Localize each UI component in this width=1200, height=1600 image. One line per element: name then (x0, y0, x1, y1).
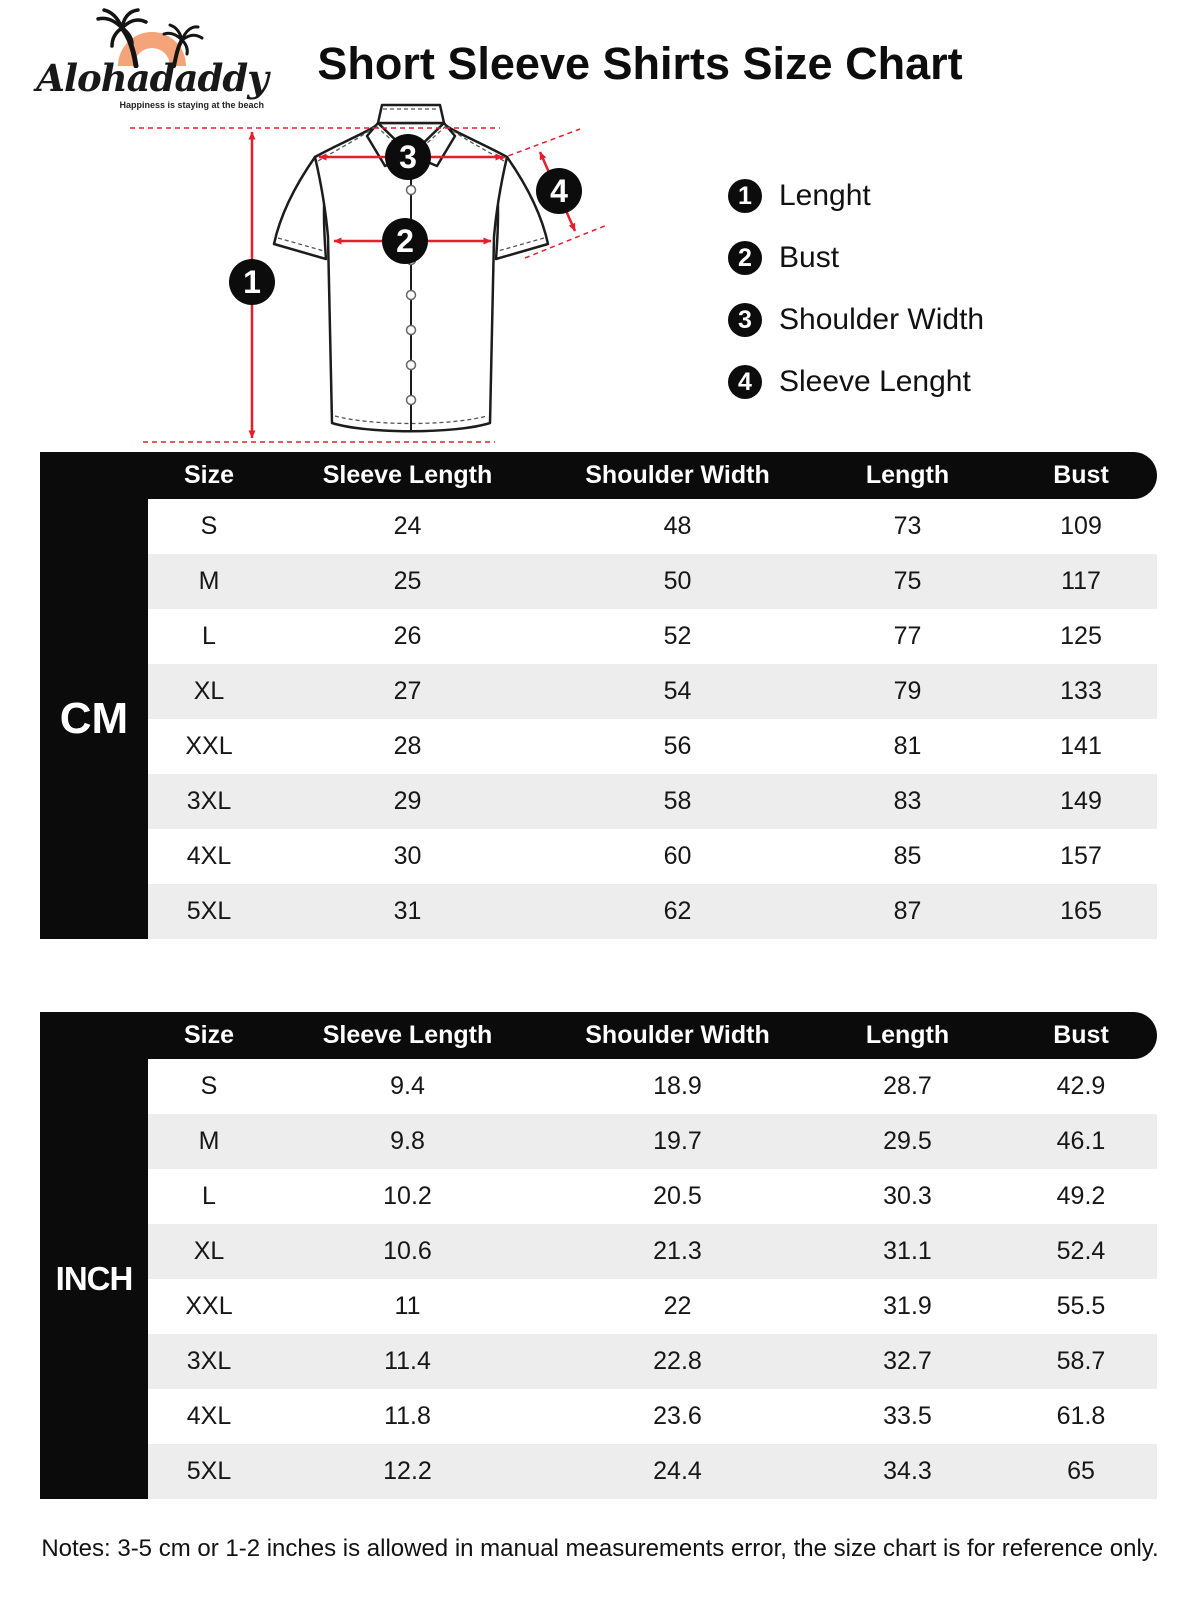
table-row (148, 719, 1157, 774)
value-cell: 52.4 (1056, 1237, 1106, 1265)
value-cell: 9.8 (390, 1127, 425, 1155)
measure-badge-2 (382, 218, 428, 264)
cm-table-rows (148, 499, 1157, 939)
value-cell: 11.4 (384, 1347, 431, 1375)
value-cell: 149 (1060, 787, 1102, 815)
value-cell: 73 (893, 512, 922, 540)
svg-text:1: 1 (243, 264, 261, 300)
value-cell: 33.5 (883, 1402, 932, 1430)
table-row (148, 499, 1157, 554)
table-row (148, 884, 1157, 939)
value-cell: 22 (663, 1292, 692, 1320)
value-cell: 54 (663, 677, 692, 705)
table-row (148, 1444, 1157, 1499)
value-cell: 28.7 (883, 1072, 932, 1100)
value-cell: 77 (893, 622, 922, 650)
value-cell: 23.6 (653, 1402, 702, 1430)
table-row (148, 1224, 1157, 1279)
legend-item-shoulder-width (728, 302, 984, 338)
value-cell: 79 (893, 677, 922, 705)
table-row (148, 1059, 1157, 1114)
value-cell: 60 (663, 842, 692, 870)
size-cell: M (198, 567, 220, 595)
value-cell: 58.7 (1056, 1347, 1106, 1375)
value-cell: 25 (393, 567, 422, 595)
svg-text:2: 2 (396, 223, 414, 259)
value-cell: 81 (893, 732, 922, 760)
value-cell: 11.8 (384, 1402, 431, 1430)
value-cell: 22.8 (653, 1347, 702, 1375)
cm-table-header (40, 452, 1157, 499)
col-header-length: Length (865, 461, 950, 489)
value-cell: 31.9 (883, 1292, 932, 1320)
value-cell: 49.2 (1056, 1182, 1106, 1210)
value-cell: 29.5 (883, 1127, 932, 1155)
legend-badge-4: 4 (728, 365, 762, 399)
brand-name: Alohadaddy (36, 56, 268, 100)
measure-badge-4 (536, 168, 582, 214)
legend-label: Bust (779, 241, 840, 274)
value-cell: 20.5 (653, 1182, 702, 1210)
size-cell: L (202, 622, 216, 650)
value-cell: 10.2 (383, 1182, 432, 1210)
svg-text:4: 4 (550, 173, 568, 209)
table-row (148, 664, 1157, 719)
value-cell: 75 (893, 567, 922, 595)
table-row (148, 829, 1157, 884)
value-cell: 32.7 (883, 1347, 932, 1375)
value-cell: 46.1 (1056, 1127, 1106, 1155)
col-header-sleeve-length: Sleeve Length (322, 461, 493, 489)
col-header-size: Size (183, 1021, 235, 1049)
value-cell: 157 (1060, 842, 1102, 870)
value-cell: 133 (1060, 677, 1102, 705)
value-cell: 28 (393, 732, 422, 760)
size-cell: L (202, 1182, 216, 1210)
inch-table-rows (148, 1059, 1157, 1499)
value-cell: 26 (393, 622, 422, 650)
table-row (148, 609, 1157, 664)
measure-badge-3 (385, 134, 431, 180)
value-cell: 11 (394, 1292, 421, 1320)
cm-size-table (40, 452, 1157, 939)
size-cell: XXL (185, 732, 233, 760)
brand-tagline: Happiness is staying at the beach (119, 100, 264, 110)
value-cell: 62 (663, 897, 692, 925)
size-cell: 4XL (186, 842, 232, 870)
value-cell: 83 (893, 787, 922, 815)
legend-label: Lenght (779, 179, 871, 212)
table-row (148, 554, 1157, 609)
value-cell: 12.2 (383, 1457, 432, 1485)
legend-item-sleeve-length (728, 364, 984, 400)
legend-badge-3: 3 (728, 303, 762, 337)
size-cell: S (200, 512, 218, 540)
col-header-size: Size (183, 461, 235, 489)
col-header-shoulder-width: Shoulder Width (585, 1021, 770, 1049)
svg-text:3: 3 (399, 139, 417, 175)
value-cell: 87 (893, 897, 922, 925)
table-row (148, 1169, 1157, 1224)
legend-item-bust (728, 240, 984, 276)
measure-badge-1 (229, 259, 275, 305)
value-cell: 27 (393, 677, 422, 705)
table-row (148, 1389, 1157, 1444)
table-row (148, 1334, 1157, 1389)
legend-item-length (728, 178, 984, 214)
value-cell: 55.5 (1056, 1292, 1106, 1320)
collar-band (378, 105, 444, 123)
value-cell: 58 (663, 787, 692, 815)
value-cell: 30 (393, 842, 422, 870)
legend-badge-2: 2 (728, 241, 762, 275)
value-cell: 125 (1060, 622, 1102, 650)
value-cell: 24 (393, 512, 422, 540)
value-cell: 19.7 (653, 1127, 702, 1155)
value-cell: 18.9 (653, 1072, 702, 1100)
legend-label: Shoulder Width (779, 303, 985, 336)
value-cell: 42.9 (1056, 1072, 1106, 1100)
size-cell: 5XL (186, 1457, 232, 1485)
size-cell: XL (193, 1237, 225, 1265)
value-cell: 50 (663, 567, 692, 595)
value-cell: 10.6 (383, 1237, 432, 1265)
col-header-bust: Bust (1053, 1021, 1109, 1049)
value-cell: 31.1 (883, 1237, 932, 1265)
measurement-legend (728, 178, 984, 426)
col-header-bust: Bust (1053, 461, 1109, 489)
col-header-length: Length (865, 1021, 950, 1049)
value-cell: 24.4 (653, 1457, 702, 1485)
value-cell: 52 (663, 622, 692, 650)
shirt-measurement-diagram (110, 95, 710, 455)
unit-label-inch: INCH (40, 1059, 148, 1499)
table-row (148, 774, 1157, 829)
page-title: Short Sleeve Shirts Size Chart (317, 38, 963, 89)
value-cell: 165 (1060, 897, 1102, 925)
value-cell: 30.3 (883, 1182, 932, 1210)
value-cell: 34.3 (883, 1457, 932, 1485)
value-cell: 21.3 (653, 1237, 702, 1265)
unit-label-cm: CM (40, 499, 148, 939)
value-cell: 85 (893, 842, 922, 870)
table-row (148, 1279, 1157, 1334)
value-cell: 56 (663, 732, 692, 760)
value-cell: 31 (393, 897, 422, 925)
value-cell: 109 (1060, 512, 1102, 540)
size-cell: XL (193, 677, 225, 705)
size-cell: 4XL (186, 1402, 232, 1430)
value-cell: 141 (1060, 732, 1102, 760)
legend-label: Sleeve Lenght (779, 365, 971, 398)
value-cell: 9.4 (390, 1072, 425, 1100)
inch-table-header (40, 1012, 1157, 1059)
inch-size-table (40, 1012, 1157, 1499)
measurement-note: Notes: 3-5 cm or 1-2 inches is allowed in manual measurements error, the size chart is for reference only. (41, 1535, 1159, 1562)
size-cell: S (200, 1072, 218, 1100)
col-header-sleeve-length: Sleeve Length (322, 1021, 493, 1049)
table-row (148, 1114, 1157, 1169)
size-cell: 5XL (186, 897, 232, 925)
value-cell: 65 (1067, 1457, 1095, 1485)
size-cell: XXL (185, 1292, 233, 1320)
value-cell: 48 (663, 512, 692, 540)
size-cell: 3XL (186, 787, 232, 815)
size-cell: M (198, 1127, 220, 1155)
value-cell: 117 (1061, 567, 1101, 595)
value-cell: 29 (393, 787, 422, 815)
value-cell: 61.8 (1056, 1402, 1106, 1430)
legend-badge-1: 1 (728, 179, 762, 213)
col-header-shoulder-width: Shoulder Width (585, 461, 770, 489)
size-cell: 3XL (186, 1347, 232, 1375)
